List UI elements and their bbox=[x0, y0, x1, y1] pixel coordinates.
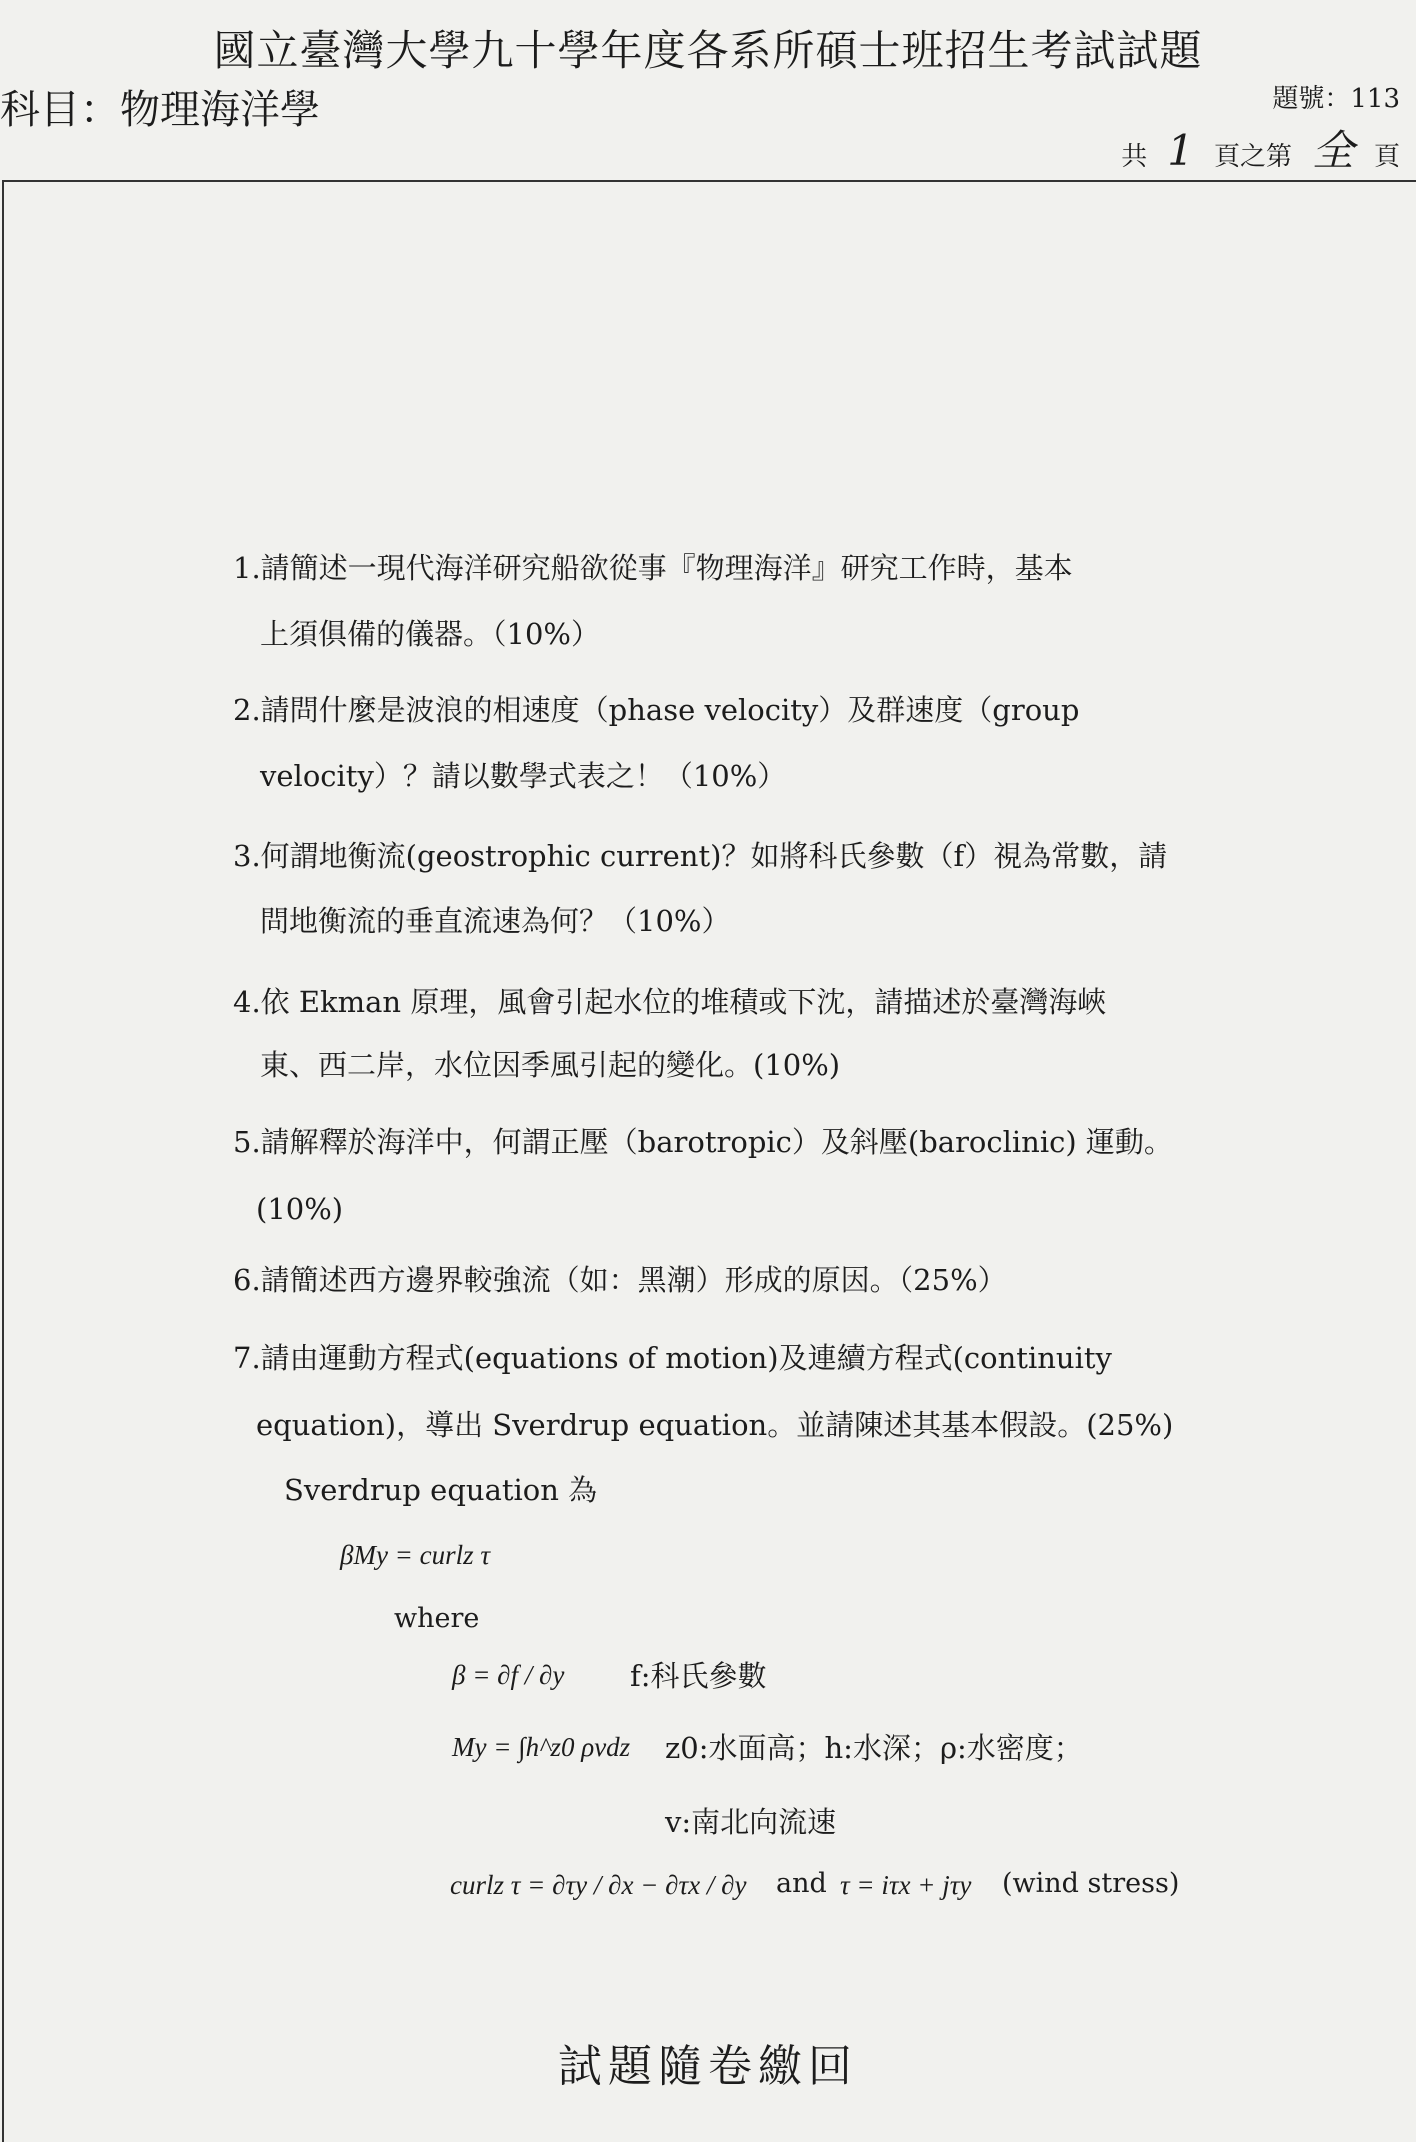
question-7-line-1: 7.請由運動方程式(equations of motion)及連續方程式(continuity bbox=[233, 1341, 1112, 1375]
v-note: v:南北向流速 bbox=[665, 1805, 837, 1839]
where-label: where bbox=[394, 1603, 480, 1634]
question-6-line-1: 6.請簡述西方邊界較強流（如：黑潮）形成的原因。（25%） bbox=[233, 1263, 1007, 1297]
return-notice: 試題隨卷繳回 bbox=[558, 2041, 858, 2092]
question-2-line-1: 2.請問什麼是波浪的相速度（phase velocity）及群速度（group bbox=[233, 693, 1080, 727]
beta-definition: β = ∂f / ∂y bbox=[452, 1660, 565, 1690]
curl-definition: curlz τ = ∂τy / ∂x − ∂τx / ∂y bbox=[450, 1870, 747, 1900]
question-1-line-1: 1.請簡述一現代海洋研究船欲從事『物理海洋』研究工作時，基本 bbox=[233, 551, 1073, 585]
question-5-line-1: 5.請解釋於海洋中，何謂正壓（barotropic）及斜壓(baroclinic) 運動。 bbox=[233, 1125, 1173, 1159]
page-count bbox=[1121, 118, 1400, 178]
question-4-line-2: 東、西二岸，水位因季風引起的變化。(10%) bbox=[260, 1048, 841, 1082]
subject-label: 科目：物理海洋學 bbox=[0, 87, 320, 133]
pages-current: 全 bbox=[1311, 126, 1354, 175]
question-3-line-2: 問地衡流的垂直流速為何？（10%） bbox=[260, 904, 731, 938]
pages-prefix: 共 bbox=[1121, 142, 1148, 172]
and-label: and bbox=[776, 1868, 827, 1899]
pages-suffix: 頁 bbox=[1373, 142, 1400, 172]
pages-middle: 頁之第 bbox=[1213, 142, 1292, 172]
my-definition: My = ∫h^z0 ρvdz bbox=[452, 1732, 631, 1762]
sverdrup-equation: βMy = curlz τ bbox=[340, 1540, 491, 1570]
question-1-line-2: 上須俱備的儀器。（10%） bbox=[260, 617, 600, 651]
exam-title: 國立臺灣大學九十學年度各系所碩士班招生考試試題 bbox=[213, 26, 1203, 75]
question-number: 題號：113 bbox=[1272, 84, 1400, 114]
tau-definition: τ = iτx + jτy bbox=[840, 1870, 972, 1900]
wind-stress-note: (wind stress) bbox=[1002, 1868, 1180, 1899]
beta-note: f:科氏參數 bbox=[630, 1659, 767, 1693]
pages-total: 1 bbox=[1167, 126, 1194, 175]
my-note: z0:水面高；h:水深；ρ:水密度； bbox=[665, 1731, 1083, 1765]
question-4-line-1: 4.依 Ekman 原理，風會引起水位的堆積或下沈，請描述於臺灣海峽 bbox=[233, 985, 1107, 1019]
question-3-line-1: 3.何謂地衡流(geostrophic current)？如將科氏參數（f）視為常數，請 bbox=[233, 839, 1168, 873]
question-2-line-2: velocity）？請以數學式表之！（10%） bbox=[260, 759, 787, 793]
question-5-line-2: (10%) bbox=[256, 1192, 344, 1226]
sverdrup-intro: Sverdrup equation 為 bbox=[284, 1473, 598, 1507]
question-7-line-2: equation)，導出 Sverdrup equation。並請陳述其基本假設。(25%) bbox=[256, 1408, 1174, 1442]
